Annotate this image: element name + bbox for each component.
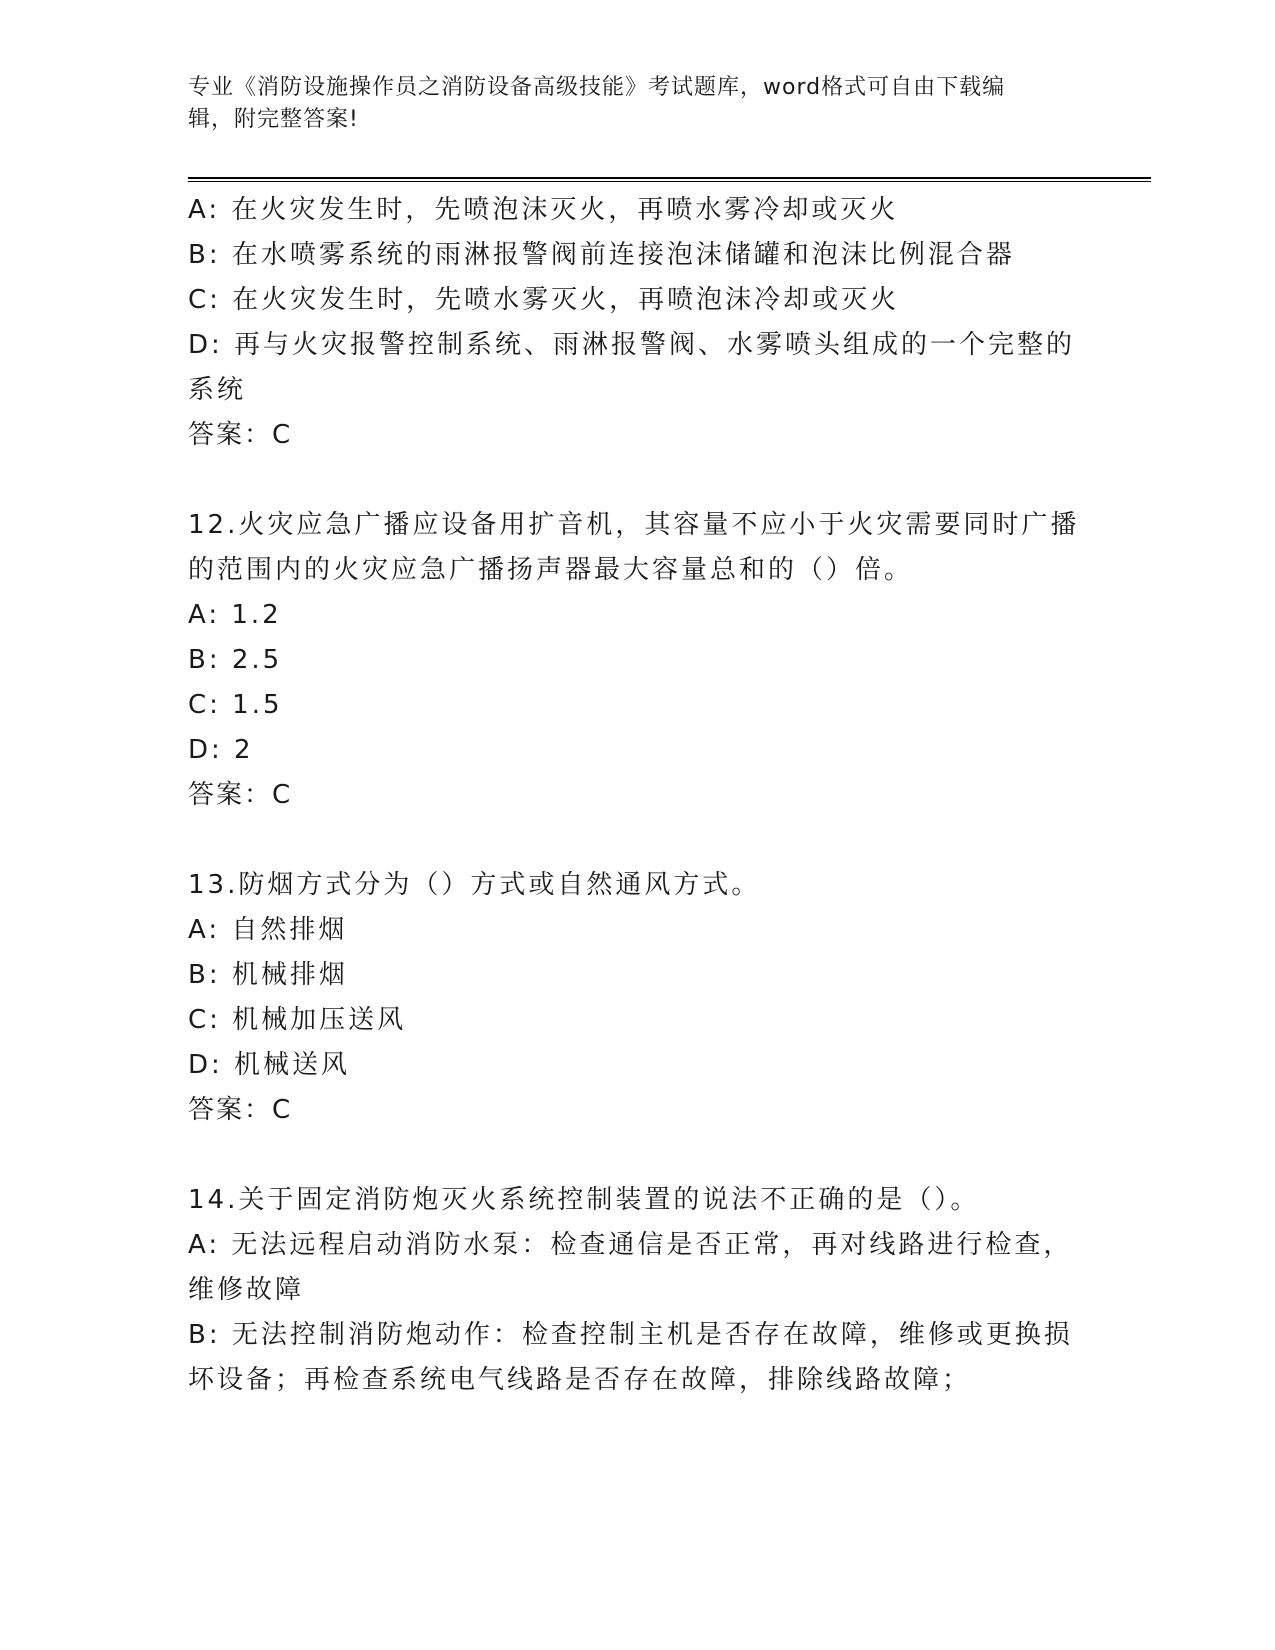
option-a: A: 在火灾发生时，先喷泡沫灭火，再喷水雾冷却或灭火 (188, 195, 899, 225)
question-11 (188, 188, 1088, 458)
answer: 答案：C (188, 420, 293, 450)
question-stem: 12.火灾应急广播应设备用扩音机，其容量不应小于火灾需要同时广播 (188, 510, 1080, 540)
option-b-continued: 坏设备；再检查系统电气线路是否存在故障，排除线路故障； (188, 1365, 972, 1395)
option-d: D: 再与火灾报警控制系统、雨淋报警阀、水雾喷头组成的一个完整的 (188, 330, 1076, 360)
option-d-continued: 系统 (188, 375, 247, 405)
option-a: A: 无法远程启动消防水泵：检查通信是否正常，再对线路进行检查， (188, 1230, 1073, 1260)
option-b: B: 在水喷雾系统的雨淋报警阀前连接泡沫储罐和泡沫比例混合器 (188, 240, 1015, 270)
option-a-continued: 维修故障 (188, 1275, 305, 1305)
question-stem: 14.关于固定消防炮灭火系统控制装置的说法不正确的是（）。 (188, 1185, 980, 1215)
option-d: D: 机械送风 (188, 1050, 351, 1080)
question-13 (188, 863, 1088, 1133)
answer: 答案：C (188, 1095, 293, 1125)
spacer (188, 1133, 1088, 1178)
option-c: C: 在火灾发生时，先喷水雾灭火，再喷泡沫冷却或灭火 (188, 285, 900, 315)
option-b: B: 机械排烟 (188, 960, 348, 990)
option-b: B: 2.5 (188, 645, 283, 675)
option-c: C: 1.5 (188, 690, 283, 720)
question-14 (188, 1178, 1088, 1403)
option-c: C: 机械加压送风 (188, 1005, 407, 1035)
spacer (188, 458, 1088, 503)
spacer (188, 818, 1088, 863)
question-stem: 13.防烟方式分为（）方式或自然通风方式。 (188, 870, 761, 900)
header-divider-thick (188, 177, 1151, 179)
question-stem-continued: 的范围内的火灾应急广播扬声器最大容量总和的（）倍。 (188, 555, 914, 585)
option-a: A: 自然排烟 (188, 915, 348, 945)
option-d: D: 2 (188, 735, 254, 765)
header-line-1: 专业《消防设施操作员之消防设备高级技能》考试题库，word格式可自由下载编 (188, 75, 1006, 100)
option-b: B: 无法控制消防炮动作：检查控制主机是否存在故障，维修或更换损 (188, 1320, 1073, 1350)
header-divider-thin (188, 181, 1151, 182)
header-line-2: 辑，附完整答案! (188, 107, 359, 132)
option-a: A: 1.2 (188, 600, 282, 630)
answer: 答案：C (188, 780, 293, 810)
question-content (188, 188, 1088, 1403)
question-12 (188, 503, 1088, 818)
document-header (188, 72, 1068, 136)
